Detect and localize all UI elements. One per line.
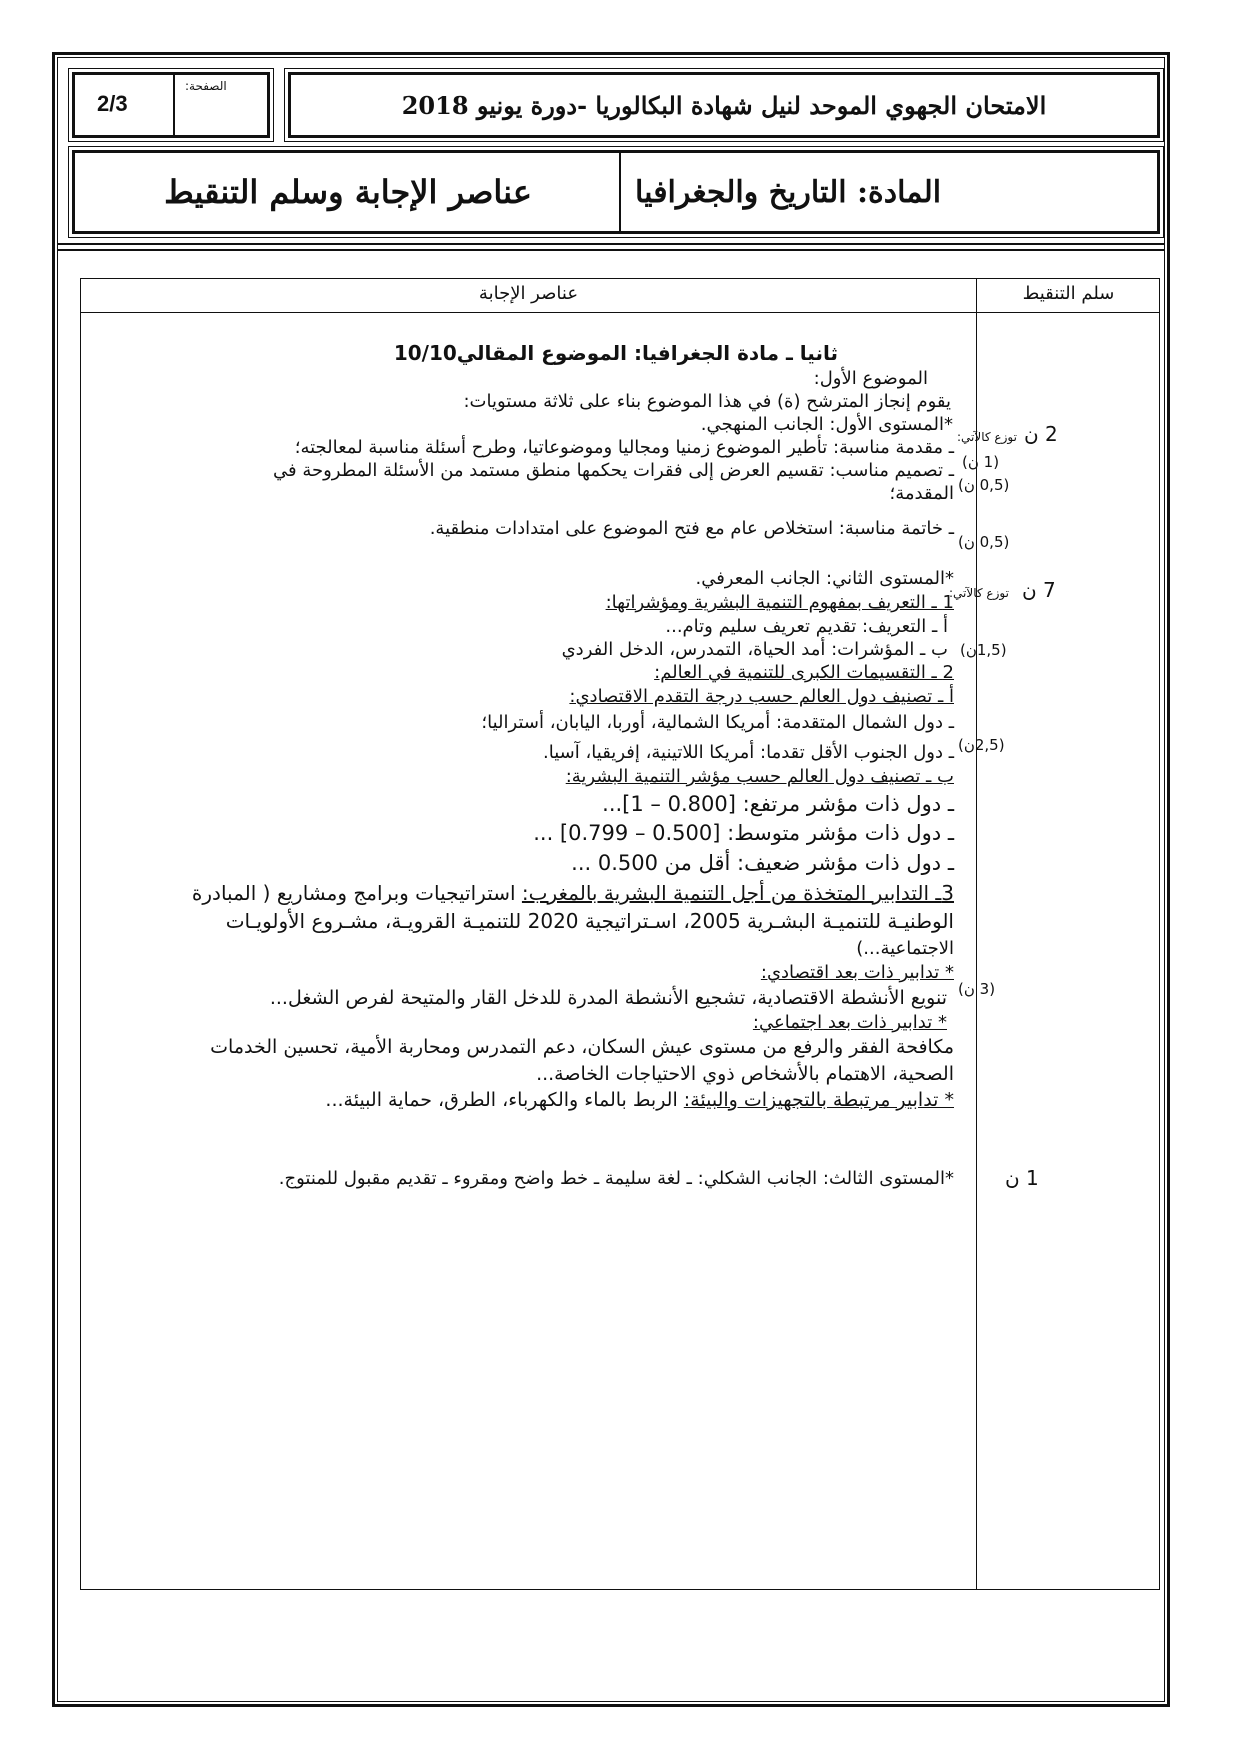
document-title: عناصر الإجابة وسلم التنقيط <box>164 173 532 211</box>
intro-line: يقوم إنجاز المترشح (ة) في هذا الموضوع بناء على ثلاثة مستويات: <box>463 391 951 412</box>
score-conclusion: (0,5 ن) <box>958 533 1010 551</box>
header-separator-2 <box>57 249 1165 251</box>
economic-measures-body: تنويع الأنشطة الاقتصادية، تشجيع الأنشطة المدرة للدخل القار والمتيحة لفرص الشغل... <box>269 987 947 1009</box>
level3-line: *المستوى الثالث: الجانب الشكلي: ـ لغة سليمة ـ خط واضح ومقروء ـ تقديم مقبول للمنتوج. <box>278 1168 954 1189</box>
point3-heading-rest: استراتيجيات وبرامج ومشاريع ( المبادرة <box>191 881 522 905</box>
level2-heading: *المستوى الثاني: الجانب المعرفي. <box>695 568 954 589</box>
point2b-low: ـ دول ذات مؤشر ضعيف: أقل من 0.500 ... <box>571 851 954 875</box>
economic-measures-heading: * تدابير ذات بعد اقتصادي: <box>760 962 954 983</box>
point1-heading: 1 ـ التعريف بمفهوم التنمية البشرية ومؤشراتها: <box>605 592 954 613</box>
exam-title-box <box>288 72 1160 138</box>
point2b-medium: ـ دول ذات مؤشر متوسط: [0.500 – 0.799] ... <box>533 821 954 845</box>
score-design: (0,5 ن) <box>958 476 1010 494</box>
score-level1-total: 2 ن <box>1024 422 1058 446</box>
header-separator <box>57 243 1165 245</box>
point3-heading <box>192 882 954 904</box>
point1-definition: أ ـ التعريف: تقديم تعريف سليم وتام... <box>665 616 948 637</box>
point2b-high: ـ دول ذات مؤشر مرتفع: [0.800 – 1]... <box>602 792 954 816</box>
page-number-box <box>72 72 270 138</box>
social-measures-body-1: مكافحة الفقر والرفع من مستوى عيش السكان، دعم التمدرس ومحاربة الأمية، تحسين الخدمات <box>210 1036 954 1058</box>
level1-heading: *المستوى الأول: الجانب المنهجي. <box>700 414 953 435</box>
score-intro: (1 ن) <box>962 453 1000 471</box>
column-header-scores: سلم التنقيط <box>1022 283 1115 304</box>
infrastructure-measures-heading: * تدابير مرتبطة بالتجهيزات والبيئة: <box>683 1089 954 1111</box>
score-point2: (2,5ن) <box>958 736 1005 754</box>
table-header-divider <box>81 312 1159 313</box>
subject-title-box <box>72 150 1160 234</box>
level1-design-item: ـ تصميم مناسب: تقسيم العرض إلى فقرات يحكمها منطق مستمد من الأسئلة المطروحة في <box>273 460 954 481</box>
score-level2-note: توزع كالآتي: <box>949 586 1009 600</box>
point2a-north: ـ دول الشمال المتقدمة: أمريكا الشمالية، أوربا، اليابان، أستراليا؛ <box>481 712 954 733</box>
header-divider <box>619 153 621 231</box>
point2a-south: ـ دول الجنوب الأقل تقدما: أمريكا اللاتينية، إفريقيا، آسيا. <box>543 742 954 763</box>
point3-heading-underlined: 3ـ التدابير المتخذة من أجل التنمية البشرية بالمغرب: <box>521 881 954 905</box>
score-level2-total: 7 ن <box>1022 578 1056 602</box>
page-number: 2/3 <box>97 91 128 116</box>
level1-conclusion-item: ـ خاتمة مناسبة: استخلاص عام مع فتح الموضوع على امتدادات منطقية. <box>429 518 954 539</box>
level1-intro-item: ـ مقدمة مناسبة: تأطير الموضوع زمنيا ومجاليا وموضوعاتيا، وطرح أسئلة مناسبة لمعالجته؛ <box>294 437 954 458</box>
score-level3: 1 ن <box>1005 1166 1039 1190</box>
point2a-heading: أ ـ تصنيف دول العالم حسب درجة التقدم الاقتصادي: <box>569 686 954 707</box>
exam-title: الامتحان الجهوي الموحد لنيل شهادة البكالوريا -دورة يونيو 2018 <box>401 90 1047 120</box>
point2b-heading: ب ـ تصنيف دول العالم حسب مؤشر التنمية البشرية: <box>565 766 954 787</box>
column-header-answers: عناصر الإجابة <box>478 283 579 304</box>
infrastructure-measures <box>325 1089 954 1111</box>
infrastructure-measures-body: الربط بالماء والكهرباء، الطرق، حماية البيئة... <box>325 1089 684 1111</box>
social-measures-heading: * تدابير ذات بعد اجتماعي: <box>752 1012 947 1033</box>
topic-label: الموضوع الأول: <box>813 368 928 389</box>
point2-heading: 2 ـ التقسيمات الكبرى للتنمية في العالم: <box>654 662 954 683</box>
level1-design-item-cont: المقدمة؛ <box>889 483 954 504</box>
score-level1-note: توزع كالآتي: <box>957 430 1017 444</box>
page-label: الصفحة: <box>185 79 227 93</box>
score-point3: (3 ن) <box>958 980 996 998</box>
score-point1: (1,5ن) <box>960 641 1007 659</box>
social-measures-body-2: الصحية، الاهتمام بالأشخاص ذوي الاحتياجات الخاصة... <box>536 1063 954 1085</box>
point1-indicators: ب ـ المؤشرات: أمد الحياة، التمدرس، الدخل الفردي <box>561 639 948 660</box>
point3-line3: الاجتماعية...) <box>856 938 954 959</box>
section-title: ثانيا ـ مادة الجغرافيا: الموضوع المقالي10/10 <box>393 341 838 365</box>
point3-line2: الوطنيـة للتنميـة البشـرية 2005، اسـتراتيجية 2020 للتنميـة القرويـة، مشـروع الأولويـات <box>225 909 954 933</box>
subject-name: المادة: التاريخ والجغرافيا <box>635 174 942 210</box>
page-box-divider <box>173 75 175 135</box>
